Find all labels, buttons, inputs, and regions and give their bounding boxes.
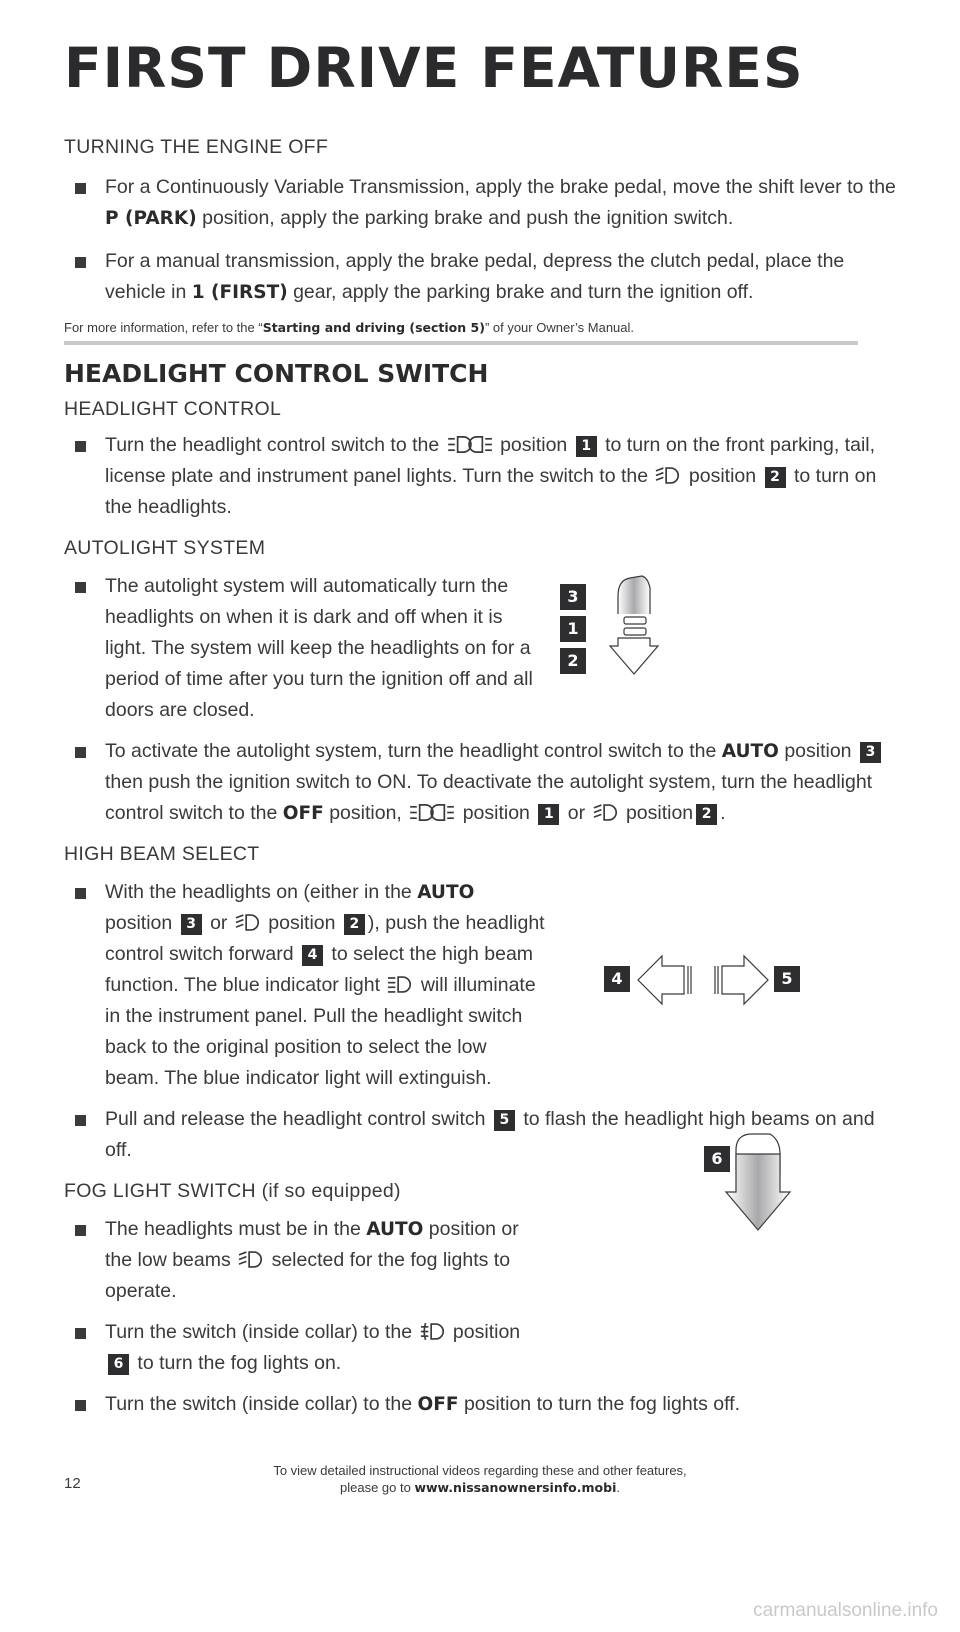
position-badge: 2 — [344, 914, 365, 935]
text: Turn the headlight control switch to the — [105, 434, 440, 456]
text: With the headlights on (either in the — [105, 881, 412, 903]
text: position — [105, 912, 173, 934]
low-beam-icon — [593, 803, 619, 822]
watermark: carmanualsonline.info — [753, 1600, 938, 1621]
text: position, apply the parking brake and push the ignition switch. — [202, 207, 734, 229]
position-badge: 1 — [538, 804, 559, 825]
position-badge: 1 — [576, 436, 597, 457]
list-item — [64, 430, 900, 523]
text: For more information, refer to the “ — [64, 320, 263, 335]
low-beam-icon — [655, 466, 681, 485]
diagram-label: 6 — [704, 1146, 730, 1172]
text: position — [462, 802, 530, 824]
text: to turn on the front parking, tail, license plate and instrument panel lights. Turn the switch to the — [105, 434, 876, 487]
low-beam-icon — [238, 1250, 264, 1269]
text: To activate the autolight system, turn the headlight control switch to the — [105, 740, 717, 762]
push-forward-arrow-icon — [634, 952, 694, 1008]
text: For a manual transmission, apply the brake pedal, depress the clutch pedal, place the vehicle in — [105, 250, 845, 303]
headlight-rotation-diagram — [560, 566, 700, 686]
owners-info-link[interactable]: www.nissanownersinfo.mobi — [414, 1480, 617, 1495]
first-gear-label: 1 (FIRST) — [191, 282, 288, 303]
diagram-label: 5 — [774, 966, 800, 992]
text: position — [452, 1321, 521, 1343]
off-label: OFF — [417, 1394, 459, 1415]
text: to select the high beam function. The blue indicator light — [105, 943, 534, 996]
text: position — [784, 740, 852, 762]
list-item — [64, 736, 900, 829]
footer-line-1: To view detailed instructional videos regarding these and other features, — [273, 1463, 687, 1478]
autolight-heading: AUTOLIGHT SYSTEM — [64, 537, 266, 559]
list-item — [64, 571, 545, 726]
list-item — [64, 246, 900, 308]
text: Turn the switch (inside collar) to the — [105, 1321, 413, 1343]
fog-rotate-arrow-icon — [724, 1130, 804, 1234]
text: For a Continuously Variable Transmission, apply the brake pedal, move the shift lever to the — [105, 176, 896, 198]
text: The headlights must be in the — [105, 1218, 361, 1240]
text: Pull and release the headlight control switch — [105, 1108, 486, 1130]
list-item — [64, 1389, 900, 1420]
high-beam-icon — [387, 975, 413, 994]
text: then push the ignition switch to ON. To deactivate the autolight system, turn the headlight control switch to the — [105, 771, 873, 824]
page-number: 12 — [64, 1475, 81, 1492]
text: to turn the fog lights on. — [137, 1352, 342, 1374]
headlight-section — [64, 359, 900, 1420]
parking-light-icon — [409, 803, 455, 822]
text: . — [720, 802, 726, 824]
off-label: OFF — [282, 803, 324, 824]
low-beam-icon — [235, 913, 261, 932]
position-badge: 3 — [860, 742, 881, 763]
engine-off-heading: TURNING THE ENGINE OFF — [64, 136, 329, 158]
footer-line-2 — [0, 1479, 960, 1496]
text: please go to — [339, 1480, 411, 1495]
diagram-label: 4 — [604, 966, 630, 992]
text: or — [567, 802, 586, 824]
text-wrap — [105, 877, 545, 1094]
text: selected for the fog lights to operate. — [105, 1249, 511, 1302]
text: position — [625, 802, 694, 824]
headlight-control-heading: HEADLIGHT CONTROL — [64, 398, 282, 420]
position-badge: 4 — [302, 945, 323, 966]
diagram-label: 3 — [560, 584, 586, 610]
text: The autolight system will automatically turn the headlights on when it is dark and off when it is light. The system will keep the headlights on for a period of time after you turn the ignition off and all doors are closed. — [105, 575, 533, 721]
page-title: FIRST DRIVE FEATURES — [64, 36, 804, 100]
text: or — [210, 912, 228, 934]
high-beam-push-pull-diagram — [604, 952, 800, 1008]
section-title: HEADLIGHT CONTROL SWITCH — [64, 359, 489, 388]
pull-back-arrow-icon — [712, 952, 772, 1008]
text: position — [500, 434, 568, 456]
position-badge: 6 — [108, 1354, 129, 1375]
text: position or the low beams — [105, 1218, 519, 1271]
position-badge: 2 — [696, 804, 717, 825]
position-badge: 2 — [765, 467, 786, 488]
text: position — [688, 465, 757, 487]
auto-label: AUTO — [417, 882, 475, 903]
footer — [0, 1462, 960, 1496]
list-item — [64, 172, 900, 234]
section-divider — [64, 341, 858, 345]
text: gear, apply the parking brake and turn the ignition off. — [293, 281, 754, 303]
text: . — [616, 1480, 620, 1495]
manual-section-ref: Starting and driving (section 5) — [262, 320, 485, 335]
text: ” of your Owner’s Manual. — [484, 320, 635, 335]
fog-light-heading: FOG LIGHT SWITCH (if so equipped) — [64, 1180, 401, 1202]
position-badge: 3 — [181, 914, 202, 935]
engine-off-section — [64, 134, 900, 335]
reference-note — [64, 320, 900, 335]
text: position to turn the fog lights off. — [463, 1393, 741, 1415]
high-beam-heading: HIGH BEAM SELECT — [64, 843, 260, 865]
fog-light-icon — [420, 1322, 446, 1341]
text: to flash the headlight high beams on and off. — [105, 1108, 875, 1161]
text: will illuminate in the instrument panel. Pull the headlight switch back to the original position to select the low beam. The blue indicator light will extinguish. — [105, 974, 536, 1089]
park-label: P (PARK) — [105, 208, 197, 229]
text: ), push the headlight control switch forward — [105, 912, 545, 965]
text: to turn on the headlights. — [105, 465, 877, 518]
position-badge: 5 — [494, 1110, 515, 1131]
diagram-label: 1 — [560, 616, 586, 642]
text: position — [268, 912, 336, 934]
list-item — [64, 1214, 545, 1307]
list-item — [64, 1317, 545, 1379]
text: Turn the switch (inside collar) to the — [105, 1393, 413, 1415]
diagram-label: 2 — [560, 648, 586, 674]
text: position, — [329, 802, 402, 824]
auto-label: AUTO — [366, 1219, 424, 1240]
down-arrow-icon — [596, 566, 696, 681]
auto-label: AUTO — [721, 741, 779, 762]
fog-switch-diagram — [704, 1130, 804, 1234]
parking-light-icon — [447, 435, 493, 454]
